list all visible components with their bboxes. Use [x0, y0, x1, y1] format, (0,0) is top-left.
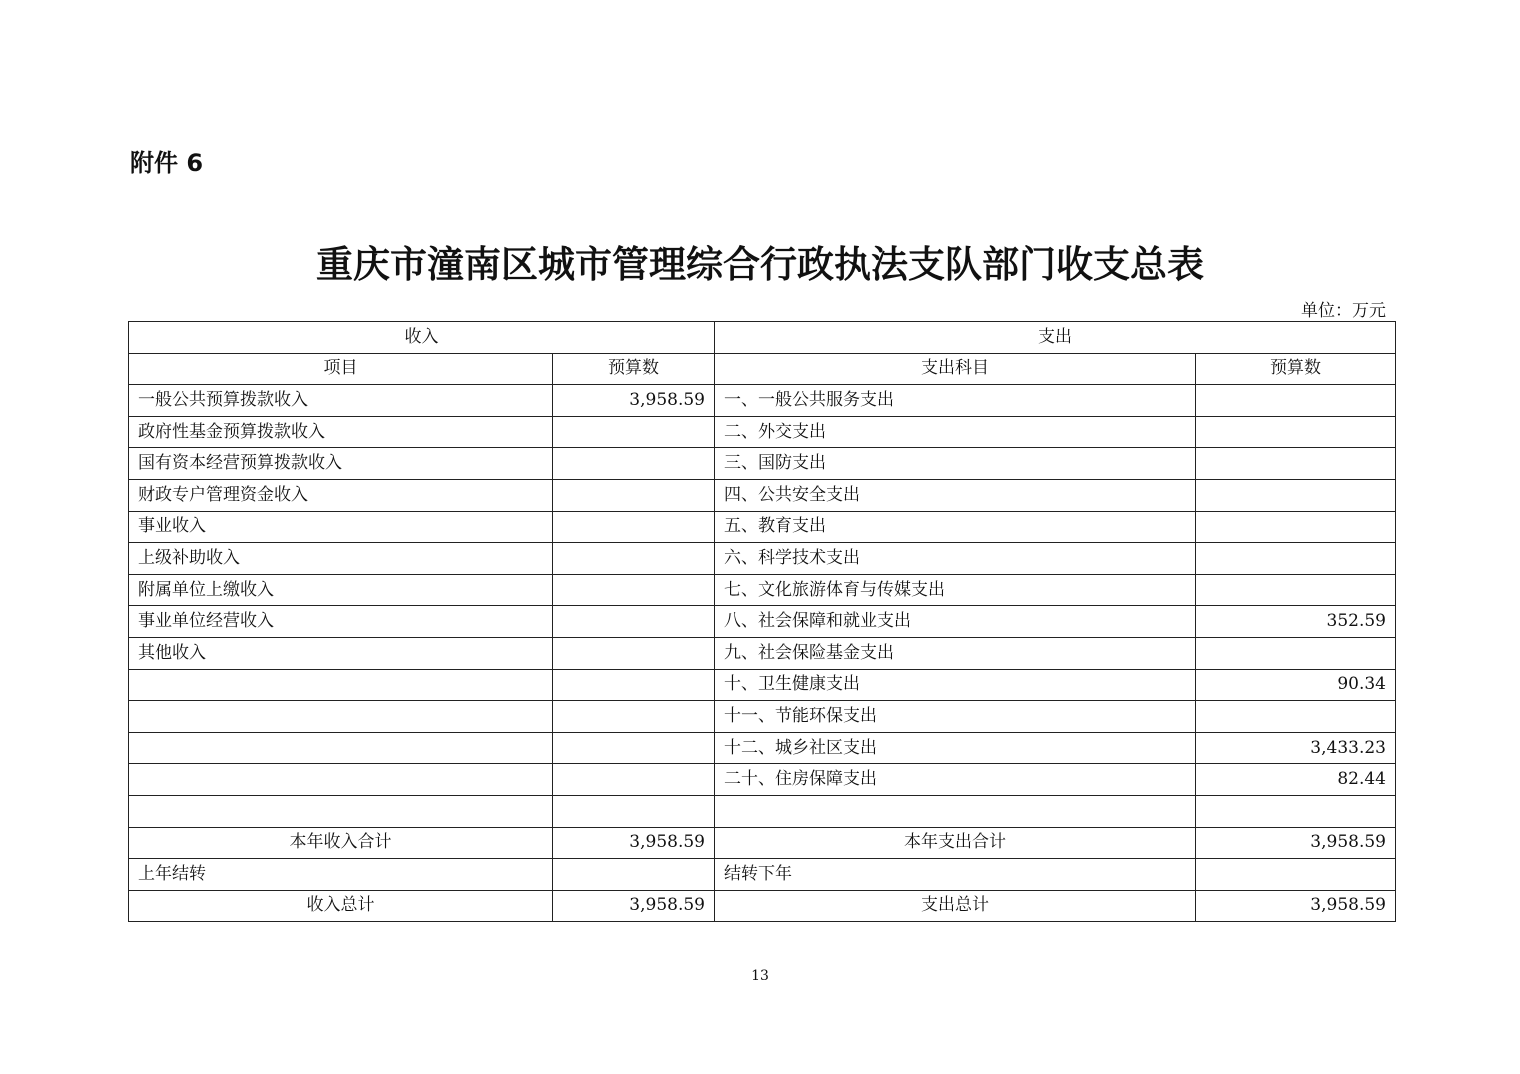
income-item-cell: 附属单位上缴收入: [129, 574, 553, 606]
expenditure-group-header: 支出: [715, 322, 1396, 354]
income-value-cell: [553, 795, 715, 827]
expenditure-value-cell: [1196, 543, 1396, 575]
expenditure-value-cell: [1196, 701, 1396, 733]
expenditure-item-cell: 六、科学技术支出: [715, 543, 1196, 575]
total-expenditure-value: 3,958.59: [1196, 890, 1396, 922]
income-value-cell: [553, 416, 715, 448]
attachment-label: 附件 6: [130, 149, 204, 177]
expenditure-value-cell: [1196, 416, 1396, 448]
income-value-cell: 3,958.59: [553, 385, 715, 417]
income-value-cell: [553, 764, 715, 796]
expenditure-item-cell: 二十、住房保障支出: [715, 764, 1196, 796]
expenditure-item-header: 支出科目: [715, 353, 1196, 385]
income-value-cell: [553, 448, 715, 480]
table-row: [129, 511, 1396, 543]
budget-summary-table: [128, 321, 1396, 922]
expenditure-item-cell: [715, 795, 1196, 827]
income-item-cell: [129, 795, 553, 827]
expenditure-item-cell: 十一、节能环保支出: [715, 701, 1196, 733]
table-row: [129, 732, 1396, 764]
income-value-cell: [553, 511, 715, 543]
expenditure-item-cell: 三、国防支出: [715, 448, 1196, 480]
income-value-cell: [553, 479, 715, 511]
income-item-cell: 一般公共预算拨款收入: [129, 385, 553, 417]
income-item-cell: 财政专户管理资金收入: [129, 479, 553, 511]
table-row: [129, 669, 1396, 701]
income-budget-header: 预算数: [553, 353, 715, 385]
table-row: [129, 385, 1396, 417]
expenditure-item-cell: 八、社会保障和就业支出: [715, 606, 1196, 638]
income-value-cell: [553, 669, 715, 701]
total-income-label: 收入总计: [129, 890, 553, 922]
year-total-row: [129, 827, 1396, 859]
expenditure-item-cell: 二、外交支出: [715, 416, 1196, 448]
table-row: [129, 416, 1396, 448]
expenditure-value-cell: [1196, 479, 1396, 511]
income-item-cell: 其他收入: [129, 637, 553, 669]
income-value-cell: [553, 606, 715, 638]
expenditure-item-cell: 五、教育支出: [715, 511, 1196, 543]
expenditure-value-cell: [1196, 385, 1396, 417]
expenditure-item-cell: 一、一般公共服务支出: [715, 385, 1196, 417]
carryover-row: [129, 859, 1396, 891]
expenditure-item-cell: 七、文化旅游体育与传媒支出: [715, 574, 1196, 606]
grand-total-row: [129, 890, 1396, 922]
total-expenditure-label: 支出总计: [715, 890, 1196, 922]
page-title: 重庆市潼南区城市管理综合行政执法支队部门收支总表: [316, 242, 1204, 286]
income-value-cell: [553, 732, 715, 764]
unit-label: 单位：万元: [1301, 301, 1386, 321]
next-carryover-label: 结转下年: [715, 859, 1196, 891]
expenditure-budget-header: 预算数: [1196, 353, 1396, 385]
year-income-label: 本年收入合计: [129, 827, 553, 859]
income-value-cell: [553, 574, 715, 606]
page-number: 13: [751, 968, 769, 984]
income-item-cell: [129, 764, 553, 796]
expenditure-item-cell: 四、公共安全支出: [715, 479, 1196, 511]
table-group-header-row: [129, 322, 1396, 354]
table-row: [129, 701, 1396, 733]
income-value-cell: [553, 701, 715, 733]
expenditure-item-cell: 十二、城乡社区支出: [715, 732, 1196, 764]
income-item-cell: [129, 732, 553, 764]
income-group-header: 收入: [129, 322, 715, 354]
income-item-cell: 事业收入: [129, 511, 553, 543]
expenditure-item-cell: 九、社会保险基金支出: [715, 637, 1196, 669]
income-item-cell: [129, 701, 553, 733]
income-item-cell: 国有资本经营预算拨款收入: [129, 448, 553, 480]
income-item-cell: [129, 669, 553, 701]
income-item-cell: 事业单位经营收入: [129, 606, 553, 638]
expenditure-item-cell: 十、卫生健康支出: [715, 669, 1196, 701]
table-row: [129, 637, 1396, 669]
expenditure-value-cell: [1196, 511, 1396, 543]
expenditure-value-cell: 82.44: [1196, 764, 1396, 796]
table-row: [129, 764, 1396, 796]
table-row: [129, 479, 1396, 511]
year-income-value: 3,958.59: [553, 827, 715, 859]
table-row: [129, 543, 1396, 575]
table-row: [129, 574, 1396, 606]
expenditure-value-cell: 352.59: [1196, 606, 1396, 638]
prior-carryover-value: [553, 859, 715, 891]
year-expenditure-value: 3,958.59: [1196, 827, 1396, 859]
next-carryover-value: [1196, 859, 1396, 891]
income-item-header: 项目: [129, 353, 553, 385]
table-column-header-row: [129, 353, 1396, 385]
table-row: [129, 606, 1396, 638]
income-value-cell: [553, 543, 715, 575]
expenditure-value-cell: 3,433.23: [1196, 732, 1396, 764]
expenditure-value-cell: 90.34: [1196, 669, 1396, 701]
table-row: [129, 795, 1396, 827]
expenditure-value-cell: [1196, 448, 1396, 480]
year-expenditure-label: 本年支出合计: [715, 827, 1196, 859]
expenditure-value-cell: [1196, 574, 1396, 606]
total-income-value: 3,958.59: [553, 890, 715, 922]
income-item-cell: 政府性基金预算拨款收入: [129, 416, 553, 448]
income-value-cell: [553, 637, 715, 669]
prior-carryover-label: 上年结转: [129, 859, 553, 891]
table-row: [129, 448, 1396, 480]
income-item-cell: 上级补助收入: [129, 543, 553, 575]
expenditure-value-cell: [1196, 795, 1396, 827]
expenditure-value-cell: [1196, 637, 1396, 669]
